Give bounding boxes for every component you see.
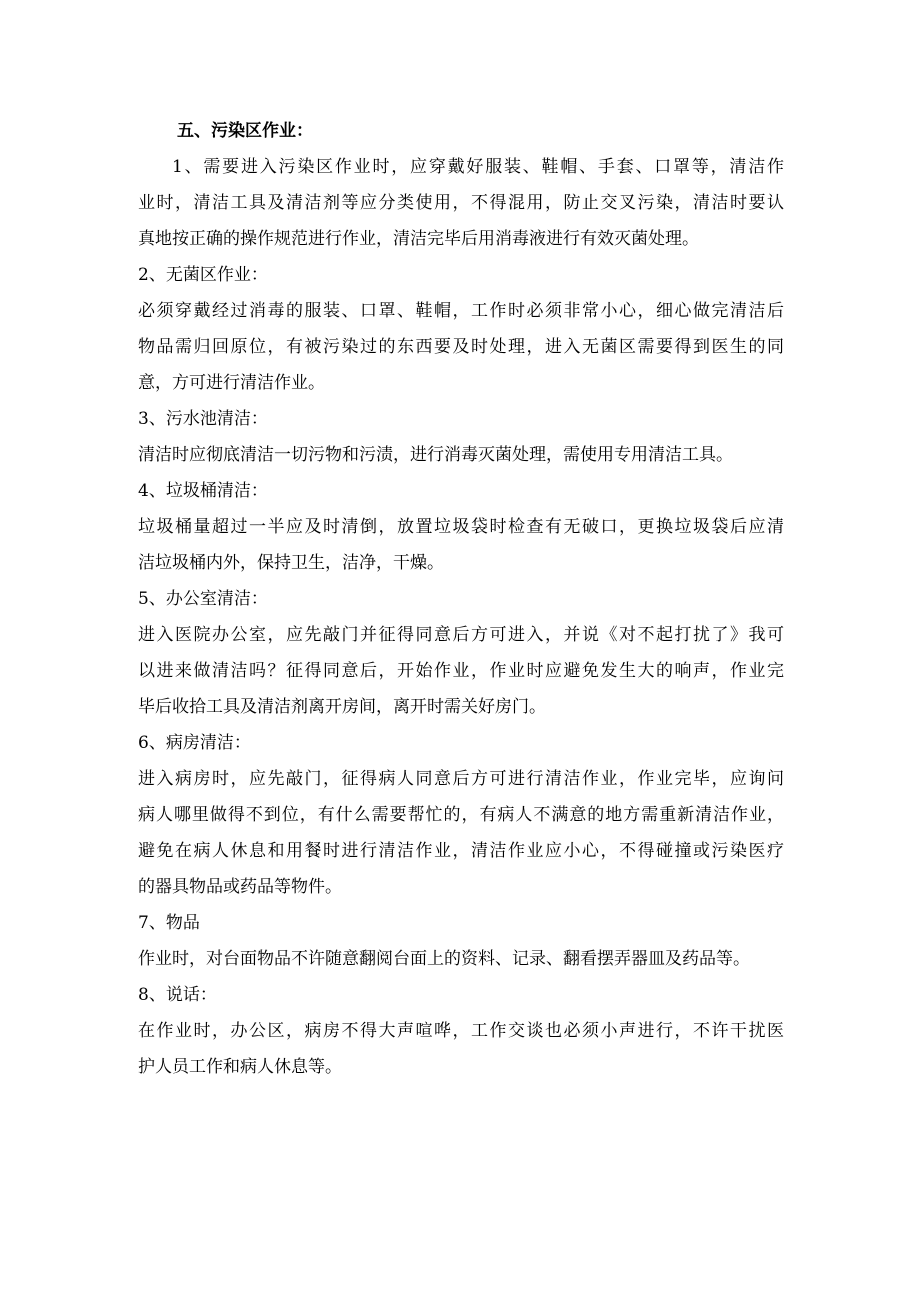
item6-heading: 6、病房清洁： xyxy=(138,733,251,753)
item8-line-1: 在作业时，办公区，病房不得大声喧哗，工作交谈也必须小声进行，不许干扰医 xyxy=(138,1021,784,1041)
item1-line-1: 1、需要进入污染区作业时，应穿戴好服装、鞋帽、手套、口罩等，清洁作 xyxy=(172,157,784,177)
item3-line-1: 清洁时应彻底清洁一切污物和污渍，进行消毒灭菌处理，需使用专用清洁工具。 xyxy=(138,445,733,465)
item5-heading: 5、办公室清洁： xyxy=(138,589,268,609)
item4-line-1: 垃圾桶量超过一半应及时清倒，放置垃圾袋时检查有无破口，更换垃圾袋后应清 xyxy=(138,517,784,537)
item6-line-1: 进入病房时，应先敲门，征得病人同意后方可进行清洁作业，作业完毕，应询问 xyxy=(138,769,784,789)
item6-line-3: 避免在病人休息和用餐时进行清洁作业，清洁作业应小心，不得碰撞或污染医疗 xyxy=(138,841,784,861)
item7-heading: 7、物品 xyxy=(138,913,200,933)
item4-heading: 4、垃圾桶清洁： xyxy=(138,481,268,501)
item4-line-2: 洁垃圾桶内外，保持卫生，洁净，干燥。 xyxy=(138,553,444,573)
item1-line-3: 真地按正确的操作规范进行作业，清洁完毕后用消毒液进行有效灭菌处理。 xyxy=(138,229,699,249)
item2-line-2: 物品需归回原位，有被污染过的东西要及时处理，进入无菌区需要得到医生的同 xyxy=(138,337,784,357)
item5-line-1: 进入医院办公室，应先敲门并征得同意后方可进入，并说《对不起打扰了》我可 xyxy=(138,625,784,645)
item5-line-2: 以进来做清洁吗？征得同意后，开始作业，作业时应避免发生大的响声，作业完 xyxy=(138,661,784,681)
item2-heading: 2、无菌区作业： xyxy=(138,265,268,285)
item5-line-3: 毕后收拾工具及清洁剂离开房间，离开时需关好房门。 xyxy=(138,697,546,717)
item2-line-3: 意，方可进行清洁作业。 xyxy=(138,373,325,393)
item6-line-4: 的器具物品或药品等物件。 xyxy=(138,877,342,897)
item8-heading: 8、说话： xyxy=(138,985,217,1005)
item8-line-2: 护人员工作和病人休息等。 xyxy=(138,1057,342,1077)
item2-line-1: 必须穿戴经过消毒的服装、口罩、鞋帽，工作时必须非常小心，细心做完清洁后 xyxy=(138,301,784,321)
section-title: 五、污染区作业： xyxy=(177,121,313,141)
document-page xyxy=(138,113,784,1085)
item1-line-2: 业时，清洁工具及清洁剂等应分类使用，不得混用，防止交叉污染，清洁时要认 xyxy=(138,193,784,213)
item6-line-2: 病人哪里做得不到位，有什么需要帮忙的，有病人不满意的地方需重新清洁作业， xyxy=(138,805,784,825)
item7-line-1: 作业时，对台面物品不许随意翻阅台面上的资料、记录、翻看摆弄器皿及药品等。 xyxy=(138,949,750,969)
item3-heading: 3、污水池清洁： xyxy=(138,409,268,429)
